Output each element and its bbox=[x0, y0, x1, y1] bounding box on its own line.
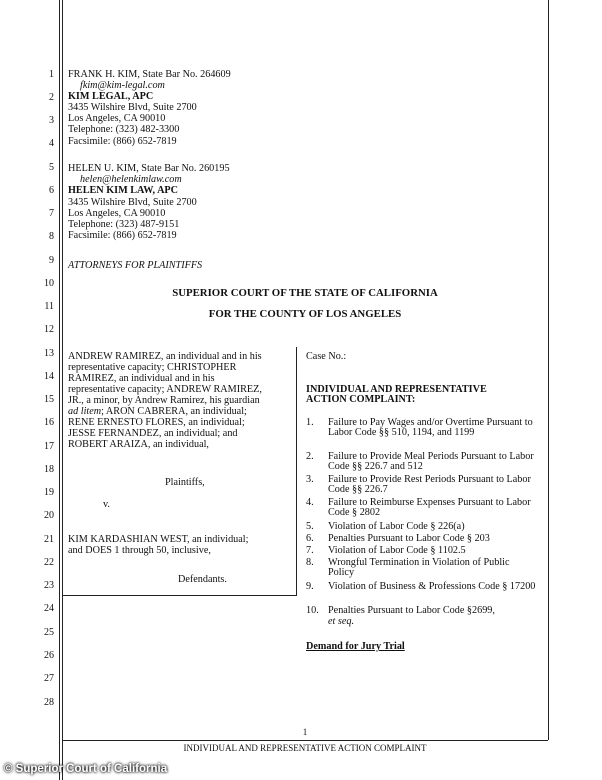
plaintiff-line: RENE ERNESTO FLORES, an individual; bbox=[68, 417, 245, 428]
cause-text: Wrongful Termination in Violation of Public Policy bbox=[328, 557, 510, 579]
plaintiff-line-ad-litem bbox=[68, 407, 247, 417]
footer-rule bbox=[63, 740, 548, 741]
cause-text: Violation of Business & Professions Code § 17200 bbox=[328, 581, 536, 592]
line-number: 15 bbox=[44, 394, 54, 405]
case-number-label: Case No.: bbox=[306, 351, 347, 362]
plaintiff-line-rest: ; ARON CABRERA, an individual; bbox=[101, 406, 247, 417]
line-number: 7 bbox=[49, 208, 54, 219]
line-number: 9 bbox=[49, 255, 54, 266]
attorney1-firm: KIM LEGAL, APC bbox=[68, 91, 154, 102]
attorney2-phone: Telephone: (323) 487-9151 bbox=[68, 219, 180, 230]
line-number: 13 bbox=[44, 348, 54, 359]
plaintiff-line: representative capacity; CHRISTOPHER bbox=[68, 362, 237, 373]
defendants-label: Defendants. bbox=[178, 574, 227, 585]
ad-litem-text: ad litem bbox=[68, 406, 102, 417]
line-number: 19 bbox=[44, 487, 54, 498]
attorney2-name: HELEN U. KIM, State Bar No. 260195 bbox=[68, 163, 230, 174]
left-margin-rule-outer bbox=[59, 0, 60, 780]
footer-title: INDIVIDUAL AND REPRESENTATIVE ACTION COMPLAINT bbox=[183, 743, 427, 753]
cause-text: Penalties Pursuant to Labor Code §2699, bbox=[328, 605, 495, 616]
complaint-title-line1: INDIVIDUAL AND REPRESENTATIVE bbox=[306, 384, 487, 395]
attorney1-email: fkim@kim-legal.com bbox=[80, 80, 165, 91]
cause-number: 10. bbox=[306, 605, 319, 616]
line-number: 25 bbox=[44, 627, 54, 638]
cause-text: Violation of Labor Code § 1102.5 bbox=[328, 545, 466, 556]
line-number: 3 bbox=[49, 115, 54, 126]
line-number: 14 bbox=[44, 371, 54, 382]
cause-text: Failure to Provide Meal Periods Pursuant to Labor Code §§ 226.7 and 512 bbox=[328, 451, 534, 473]
plaintiff-line: RAMIREZ, an individual and in his bbox=[68, 373, 215, 384]
cause-text: Failure to Pay Wages and/or Overtime Pursuant to Labor Code §§ 510, 1194, and 1199 bbox=[328, 417, 533, 439]
line-number: 23 bbox=[44, 580, 54, 591]
caption-vertical-rule bbox=[296, 347, 297, 596]
caption-bottom-rule bbox=[63, 595, 296, 596]
plaintiff-line: ROBERT ARAIZA, an individual, bbox=[68, 439, 209, 450]
court-name: SUPERIOR COURT OF THE STATE OF CALIFORNIA bbox=[172, 287, 438, 299]
plaintiffs-label: Plaintiffs, bbox=[165, 477, 205, 488]
line-number: 18 bbox=[44, 464, 54, 475]
attorneys-for-label: ATTORNEYS FOR PLAINTIFFS bbox=[68, 260, 203, 271]
plaintiff-line: representative capacity; ANDREW RAMIREZ, bbox=[68, 384, 262, 395]
line-number: 10 bbox=[44, 278, 54, 289]
defendant-line: and DOES 1 through 50, inclusive, bbox=[68, 545, 211, 556]
cause-number: 7. bbox=[306, 545, 314, 556]
jury-demand: Demand for Jury Trial bbox=[306, 641, 405, 652]
line-number: 4 bbox=[49, 138, 54, 149]
line-number: 1 bbox=[49, 69, 54, 80]
complaint-title-line2: ACTION COMPLAINT: bbox=[306, 394, 416, 405]
line-number: 12 bbox=[44, 324, 54, 335]
line-number: 11 bbox=[44, 301, 54, 312]
cause-number: 5. bbox=[306, 521, 314, 532]
line-number: 6 bbox=[49, 185, 54, 196]
attorney2-address2: Los Angeles, CA 90010 bbox=[68, 208, 166, 219]
line-number: 20 bbox=[44, 510, 54, 521]
cause-text: Failure to Reimburse Expenses Pursuant to Labor Code § 2802 bbox=[328, 497, 531, 519]
attorney1-address2: Los Angeles, CA 90010 bbox=[68, 113, 166, 124]
attorney2-fax: Facsimile: (866) 652-7819 bbox=[68, 230, 177, 241]
line-number: 8 bbox=[49, 231, 54, 242]
plaintiff-line: JR., a minor, by Andrew Ramirez, his guardian bbox=[68, 395, 260, 406]
cause-number: 1. bbox=[306, 417, 314, 428]
line-number: 28 bbox=[44, 697, 54, 708]
line-number: 27 bbox=[44, 673, 54, 684]
cause-number: 9. bbox=[306, 581, 314, 592]
line-number: 2 bbox=[49, 92, 54, 103]
attorney1-phone: Telephone: (323) 482-3300 bbox=[68, 124, 180, 135]
cause-number: 2. bbox=[306, 451, 314, 462]
line-number: 17 bbox=[44, 441, 54, 452]
cause-text: Violation of Labor Code § 226(a) bbox=[328, 521, 465, 532]
watermark: © Superior Court of California bbox=[4, 763, 168, 775]
attorney1-name: FRANK H. KIM, State Bar No. 264609 bbox=[68, 69, 231, 80]
line-number: 16 bbox=[44, 417, 54, 428]
plaintiff-line: ANDREW RAMIREZ, an individual and in his bbox=[68, 351, 262, 362]
defendant-line: KIM KARDASHIAN WEST, an individual; bbox=[68, 534, 249, 545]
cause-text: Failure to Provide Rest Periods Pursuant to Labor Code §§ 226.7 bbox=[328, 474, 531, 496]
cause-number: 6. bbox=[306, 533, 314, 544]
line-number: 22 bbox=[44, 557, 54, 568]
attorney1-address1: 3435 Wilshire Blvd, Suite 2700 bbox=[68, 102, 197, 113]
plaintiff-line: JESSE FERNANDEZ, an individual; and bbox=[68, 428, 238, 439]
attorney2-firm: HELEN KIM LAW, APC bbox=[68, 185, 179, 196]
line-number: 5 bbox=[49, 162, 54, 173]
cause10-et-seq: et seq. bbox=[328, 616, 355, 627]
left-margin-rule-inner bbox=[62, 0, 63, 780]
right-margin-rule bbox=[548, 0, 549, 740]
cause-number: 3. bbox=[306, 474, 314, 485]
attorney2-address1: 3435 Wilshire Blvd, Suite 2700 bbox=[68, 197, 197, 208]
cause-text: Penalties Pursuant to Labor Code § 203 bbox=[328, 533, 490, 544]
line-number: 26 bbox=[44, 650, 54, 661]
cause-number: 8. bbox=[306, 557, 314, 568]
versus-label: v. bbox=[103, 499, 110, 510]
attorney2-email: helen@helenkimlaw.com bbox=[80, 174, 182, 185]
page-number: 1 bbox=[302, 727, 308, 737]
line-number: 24 bbox=[44, 603, 54, 614]
cause-number: 4. bbox=[306, 497, 314, 508]
line-number: 21 bbox=[44, 534, 54, 545]
attorney1-fax: Facsimile: (866) 652-7819 bbox=[68, 136, 177, 147]
court-county: FOR THE COUNTY OF LOS ANGELES bbox=[208, 308, 402, 320]
